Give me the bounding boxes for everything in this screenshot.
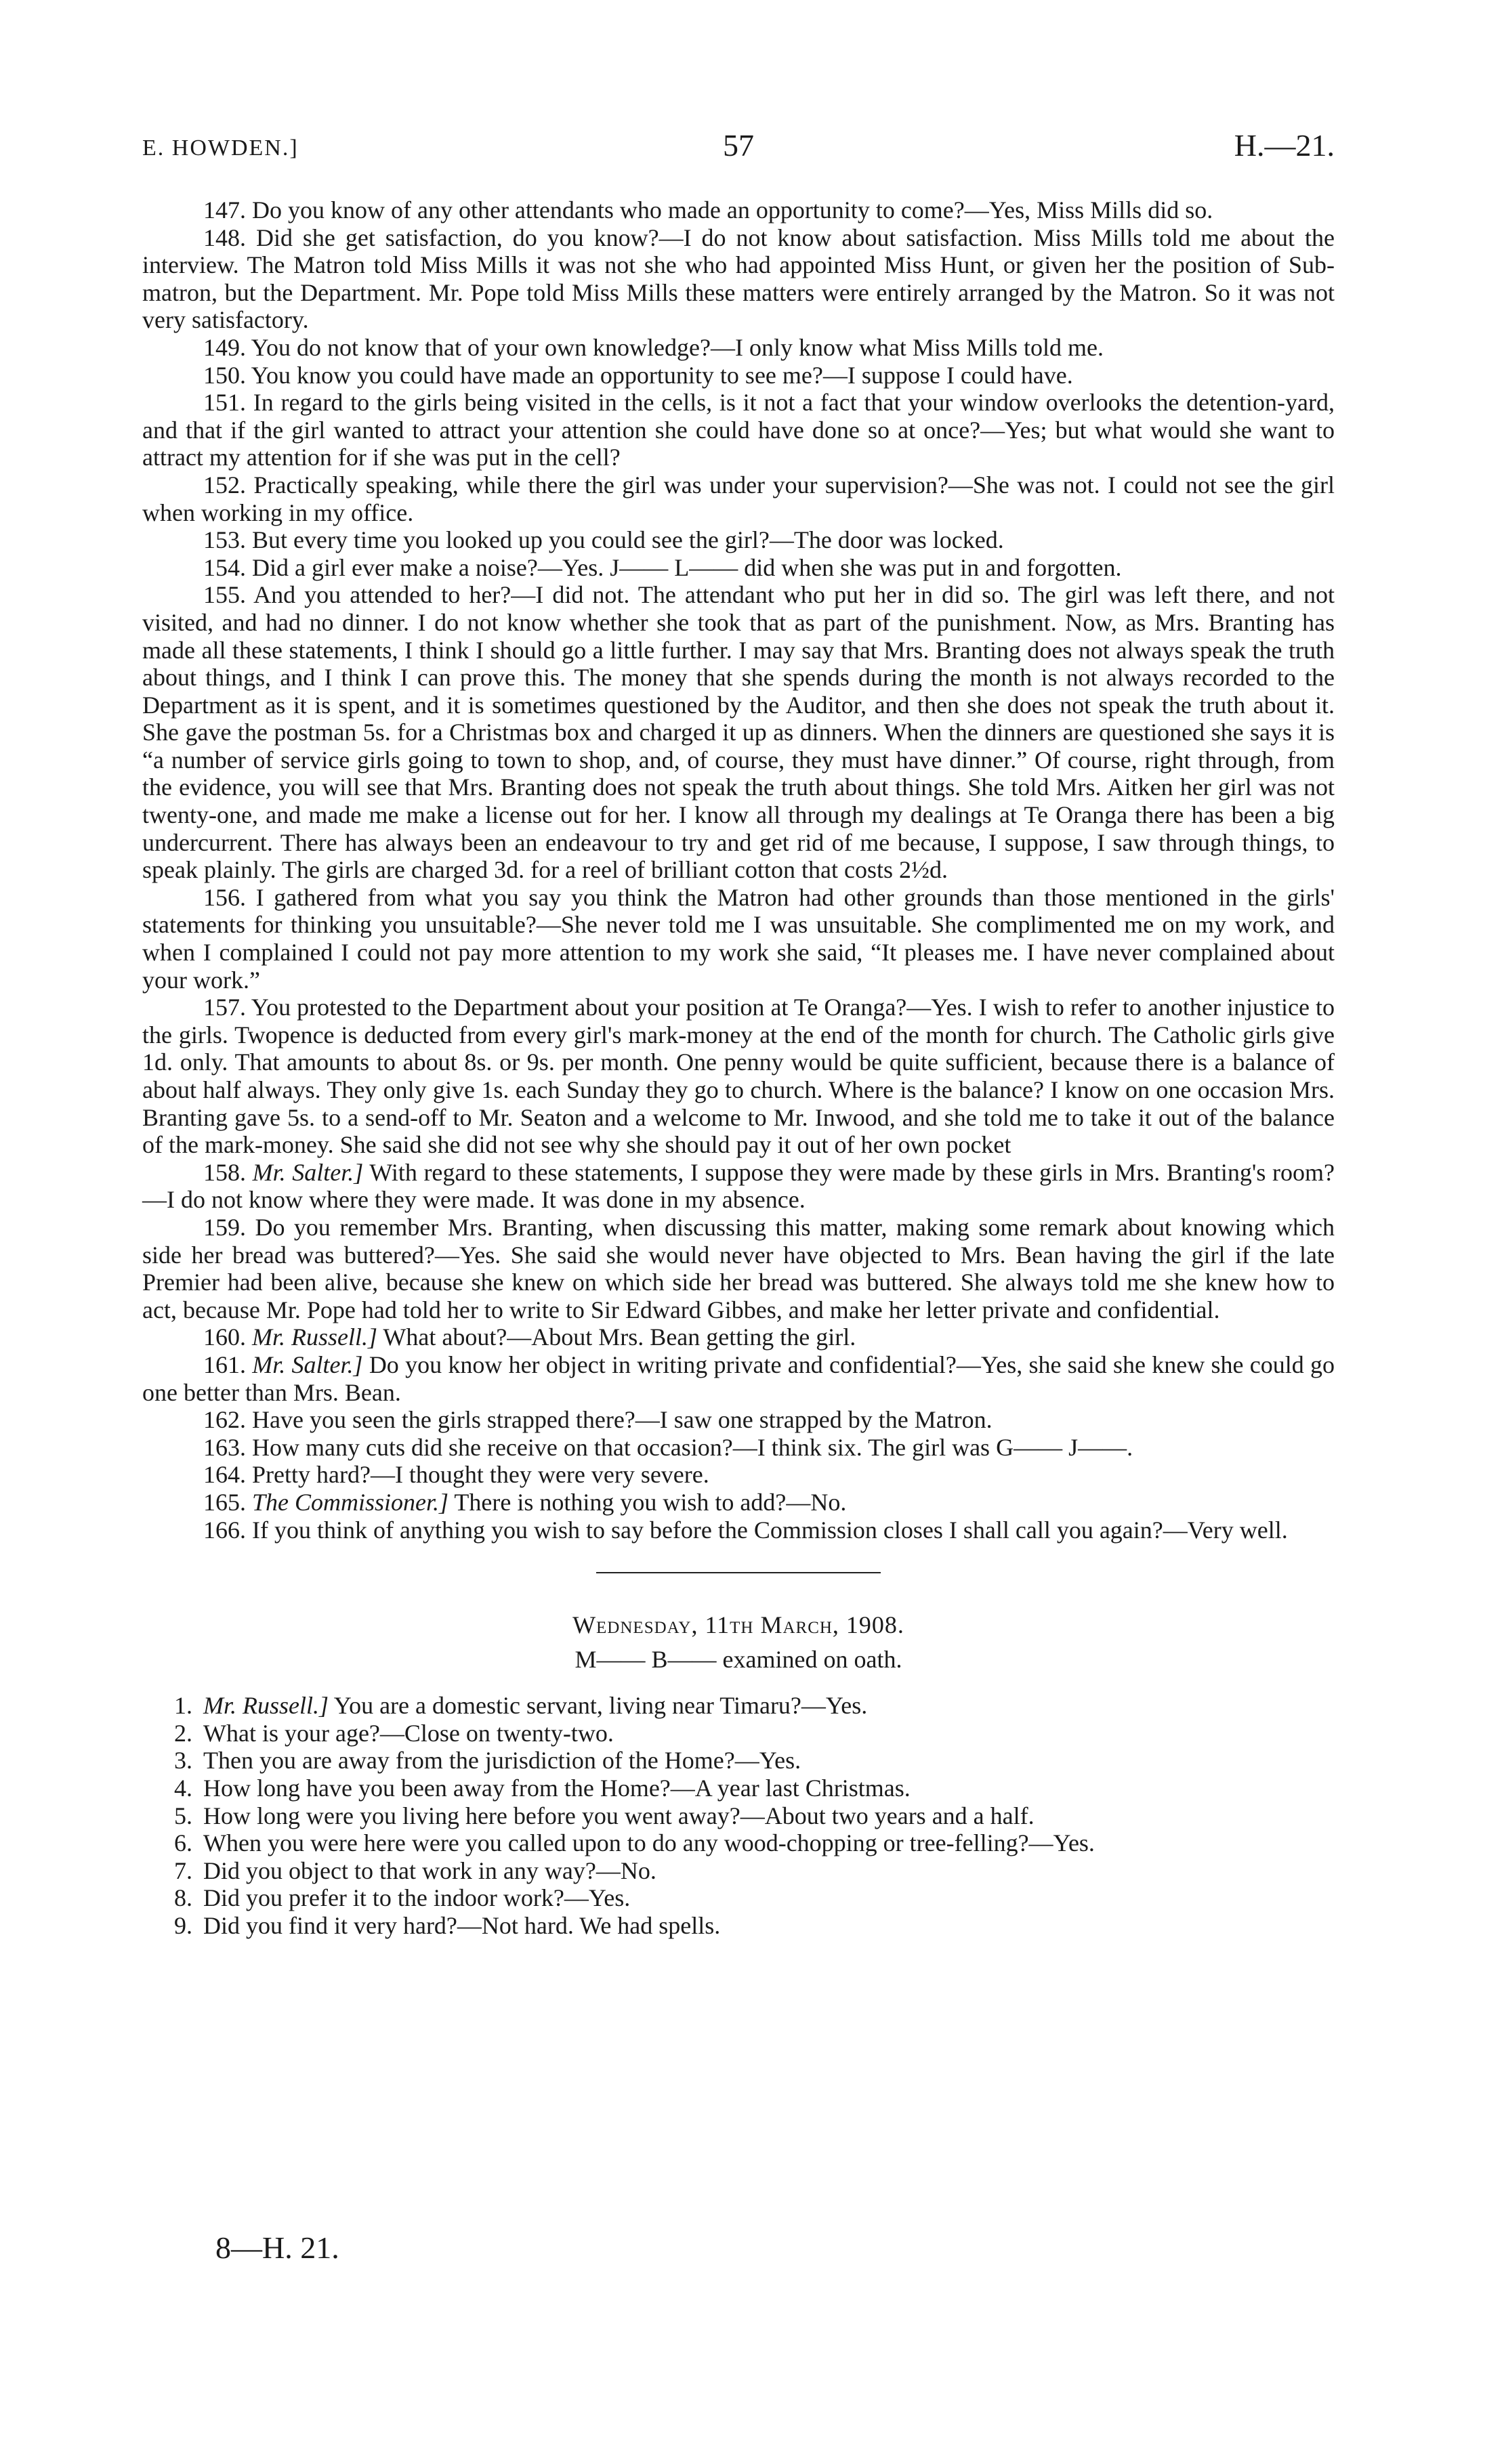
- witness-heading: M—— B—— examined on oath.: [575, 1645, 902, 1673]
- question-number: 1.: [174, 1692, 192, 1720]
- paragraph-157: 157. You protested to the Department about your position at Te Oranga?—Yes. I wish to refer to another injustice to the girls. Twopence is deducted from every girl's mark-money at the end of the month for church. The Catholic girls give 1d. only. That amounts to about 8s. or 9s. per month. One penny would be quite sufficient, because there is a balance of about half always. They only give 1s. each Sunday they go to church. Where is the balance? I know on one occasion Mrs. Branting gave 5s. to a send-off to Mr. Seaton and a welcome to Mr. Inwood, and she told me to take it out of the balance of the mark-money. She said she did not see why she should pay it out of her own pocket: [142, 994, 1335, 1159]
- paragraph-163: 163. How many cuts did she receive on that occasion?—I think six. The girl was G—— J——.: [203, 1433, 1133, 1461]
- question-text: What is your age?—Close on twenty-two.: [203, 1719, 614, 1747]
- question-item: [142, 1775, 1335, 1802]
- question-number: 5.: [174, 1802, 192, 1829]
- question-text: With regard to these statements, I suppose they were made by these girls in Mrs. Branting's room?—I do not know where they were made. It was done in my absence.: [142, 1158, 1335, 1214]
- speaker-label: Mr. Salter.]: [252, 1351, 363, 1378]
- paragraph-150: 150. You know you could have made an opportunity to see me?—I suppose I could have.: [203, 361, 1073, 389]
- question-number: 8.: [174, 1884, 192, 1912]
- section-divider: [596, 1572, 881, 1573]
- paragraph-159: 159. Do you remember Mrs. Branting, when discussing this matter, making some remark about knowing which side her bread was buttered?—Yes. She said she would never have objected to Mrs. Bean having the girl if the late Premier had been alive, because she knew on which side her bread was buttered. She always told me she knew how to act, because Mr. Pope had told her to write to Sir Edward Gibbes, and make her letter private and confidential.: [142, 1213, 1335, 1323]
- speaker-label: Mr. Salter.]: [252, 1158, 364, 1186]
- page-header: [142, 127, 1335, 175]
- paragraph-149: 149. You do not know that of your own knowledge?—I only know what Miss Mills told me.: [203, 333, 1104, 361]
- speaker-label: Mr. Russell.]: [203, 1692, 329, 1720]
- session-date: Wednesday, 11th March, 1908.: [572, 1611, 904, 1639]
- question-number: 161.: [203, 1351, 246, 1378]
- paragraph-166: 166. If you think of anything you wish to say before the Commission closes I shall call you again?—Very well.: [203, 1516, 1288, 1544]
- question-text: You are a domestic servant, living near Timaru?—Yes.: [333, 1692, 868, 1720]
- paragraph-151: 151. In regard to the girls being visited in the cells, is it not a fact that your window overlooks the detention-yard, and that if the girl wanted to attract your attention she could have done so at once?—Yes; but what would she want to attract my attention for if she was put in the cell?: [142, 389, 1335, 471]
- paragraph-156: 156. I gathered from what you say you think the Matron had other grounds than those mentioned in the girls' statements for thinking you unsuitable?—She never told me I was unsuitable. She complimented me on my work, and when I complained I could not pay more attention to my work she said, “It pleases me. I have never complained about your work.”: [142, 883, 1335, 994]
- question-item: [142, 1857, 1335, 1885]
- page-number: 57: [723, 128, 754, 163]
- question-text: How long were you living here before you went away?—About two years and a half.: [203, 1802, 1035, 1829]
- header-witness-name: E. HOWDEN.]: [142, 135, 299, 161]
- paragraph-148: 148. Did she get satisfaction, do you know?—I do not know about satisfaction. Miss Mills told me about the interview. The Matron told Miss Mills it was not she who had appointed Miss Hunt, or given her the position of Sub-matron, but the Department. Mr. Pope told Miss Mills these matters were entirely arranged by the Matron. So it was not very satisfactory.: [142, 224, 1335, 334]
- question-item: [142, 1912, 1335, 1940]
- paragraph-161: [142, 1351, 1335, 1406]
- paragraph-158: [142, 1159, 1335, 1214]
- question-text: When you were here were you called upon to do any wood-chopping or tree-felling?—Yes.: [203, 1829, 1095, 1857]
- paragraph-162: 162. Have you seen the girls strapped there?—I saw one strapped by the Matron.: [203, 1406, 993, 1434]
- paragraph-147: 147. Do you know of any other attendants who made an opportunity to come?—Yes, Miss Mills did so.: [203, 196, 1213, 224]
- paragraph-165: [142, 1489, 1335, 1516]
- page-footer-signature: 8—H. 21.: [215, 2230, 339, 2265]
- question-item: [142, 1692, 1335, 1720]
- question-number: 9.: [174, 1912, 192, 1940]
- speaker-label: The Commissioner.]: [252, 1488, 449, 1516]
- document-reference: H.—21.: [1234, 128, 1335, 163]
- question-text: What about?—About Mrs. Bean getting the girl.: [383, 1323, 856, 1351]
- paragraph-152: 152. Practically speaking, while there the girl was under your supervision?—She was not. I could not see the girl when working in my office.: [142, 471, 1335, 526]
- question-list: [142, 1692, 1335, 1939]
- paragraph-160: [142, 1323, 1335, 1351]
- question-number: 6.: [174, 1829, 192, 1857]
- question-number: 160.: [203, 1323, 246, 1351]
- question-number: 165.: [203, 1488, 246, 1516]
- question-number: 2.: [174, 1719, 192, 1747]
- paragraph-164: 164. Pretty hard?—I thought they were very severe.: [203, 1461, 709, 1489]
- question-item: [142, 1884, 1335, 1912]
- question-item: [142, 1720, 1335, 1747]
- question-text: Did you find it very hard?—Not hard. We had spells.: [203, 1912, 721, 1940]
- paragraph-154: 154. Did a girl ever make a noise?—Yes. J—— L—— did when she was put in and forgotten.: [203, 553, 1122, 581]
- question-item: [142, 1829, 1335, 1857]
- question-number: 7.: [174, 1856, 192, 1884]
- question-text: Do you know her object in writing private and confidential?—Yes, she said she knew she could go one better than Mrs. Bean.: [142, 1351, 1335, 1406]
- question-text: Then you are away from the jurisdiction of the Home?—Yes.: [203, 1747, 801, 1775]
- question-text: There is nothing you wish to add?—No.: [454, 1488, 847, 1516]
- question-item: [142, 1747, 1335, 1775]
- question-number: 4.: [174, 1775, 192, 1802]
- question-text: Did you object to that work in any way?—No.: [203, 1856, 656, 1884]
- speaker-label: Mr. Russell.]: [252, 1323, 378, 1351]
- question-number: 158.: [203, 1158, 246, 1186]
- question-text: How long have you been away from the Home?—A year last Christmas.: [203, 1775, 911, 1802]
- question-number: 3.: [174, 1747, 192, 1775]
- paragraph-153: 153. But every time you looked up you could see the girl?—The door was locked.: [203, 526, 1004, 554]
- question-text: Did you prefer it to the indoor work?—Yes.: [203, 1884, 631, 1912]
- question-item: [142, 1802, 1335, 1830]
- page-body: [142, 196, 1335, 1940]
- paragraph-155: 155. And you attended to her?—I did not. The attendant who put her in did so. The girl was left there, and not visited, and had no dinner. I do not know whether she took that as part of the punishment. Now, as Mrs. Branting has made all these statements, I think I should go a little further. I may say that Mrs. Branting does not always speak the truth about things, and I think I can prove this. The money that she spends during the month is not always recorded to the Department as it is spent, and it is sometimes questioned by the Auditor, and then she does not speak the truth about it. She gave the postman 5s. for a Christmas box and charged it up as dinners. When the dinners are questioned she says it is “a number of service girls going to town to shop, and, of course, they must have dinner.” Of course, right through, from the evidence, you will see that Mrs. Branting does not speak the truth about things. She told Mrs. Aitken her girl was not twenty-one, and made me make a license out for her. I know all through my dealings at Te Oranga there has been a big undercurrent. There has always been an endeavour to try and get rid of me because, I suppose, I saw through things, to speak plainly. The girls are charged 3d. for a reel of brilliant cotton that costs 2½d.: [142, 581, 1335, 884]
